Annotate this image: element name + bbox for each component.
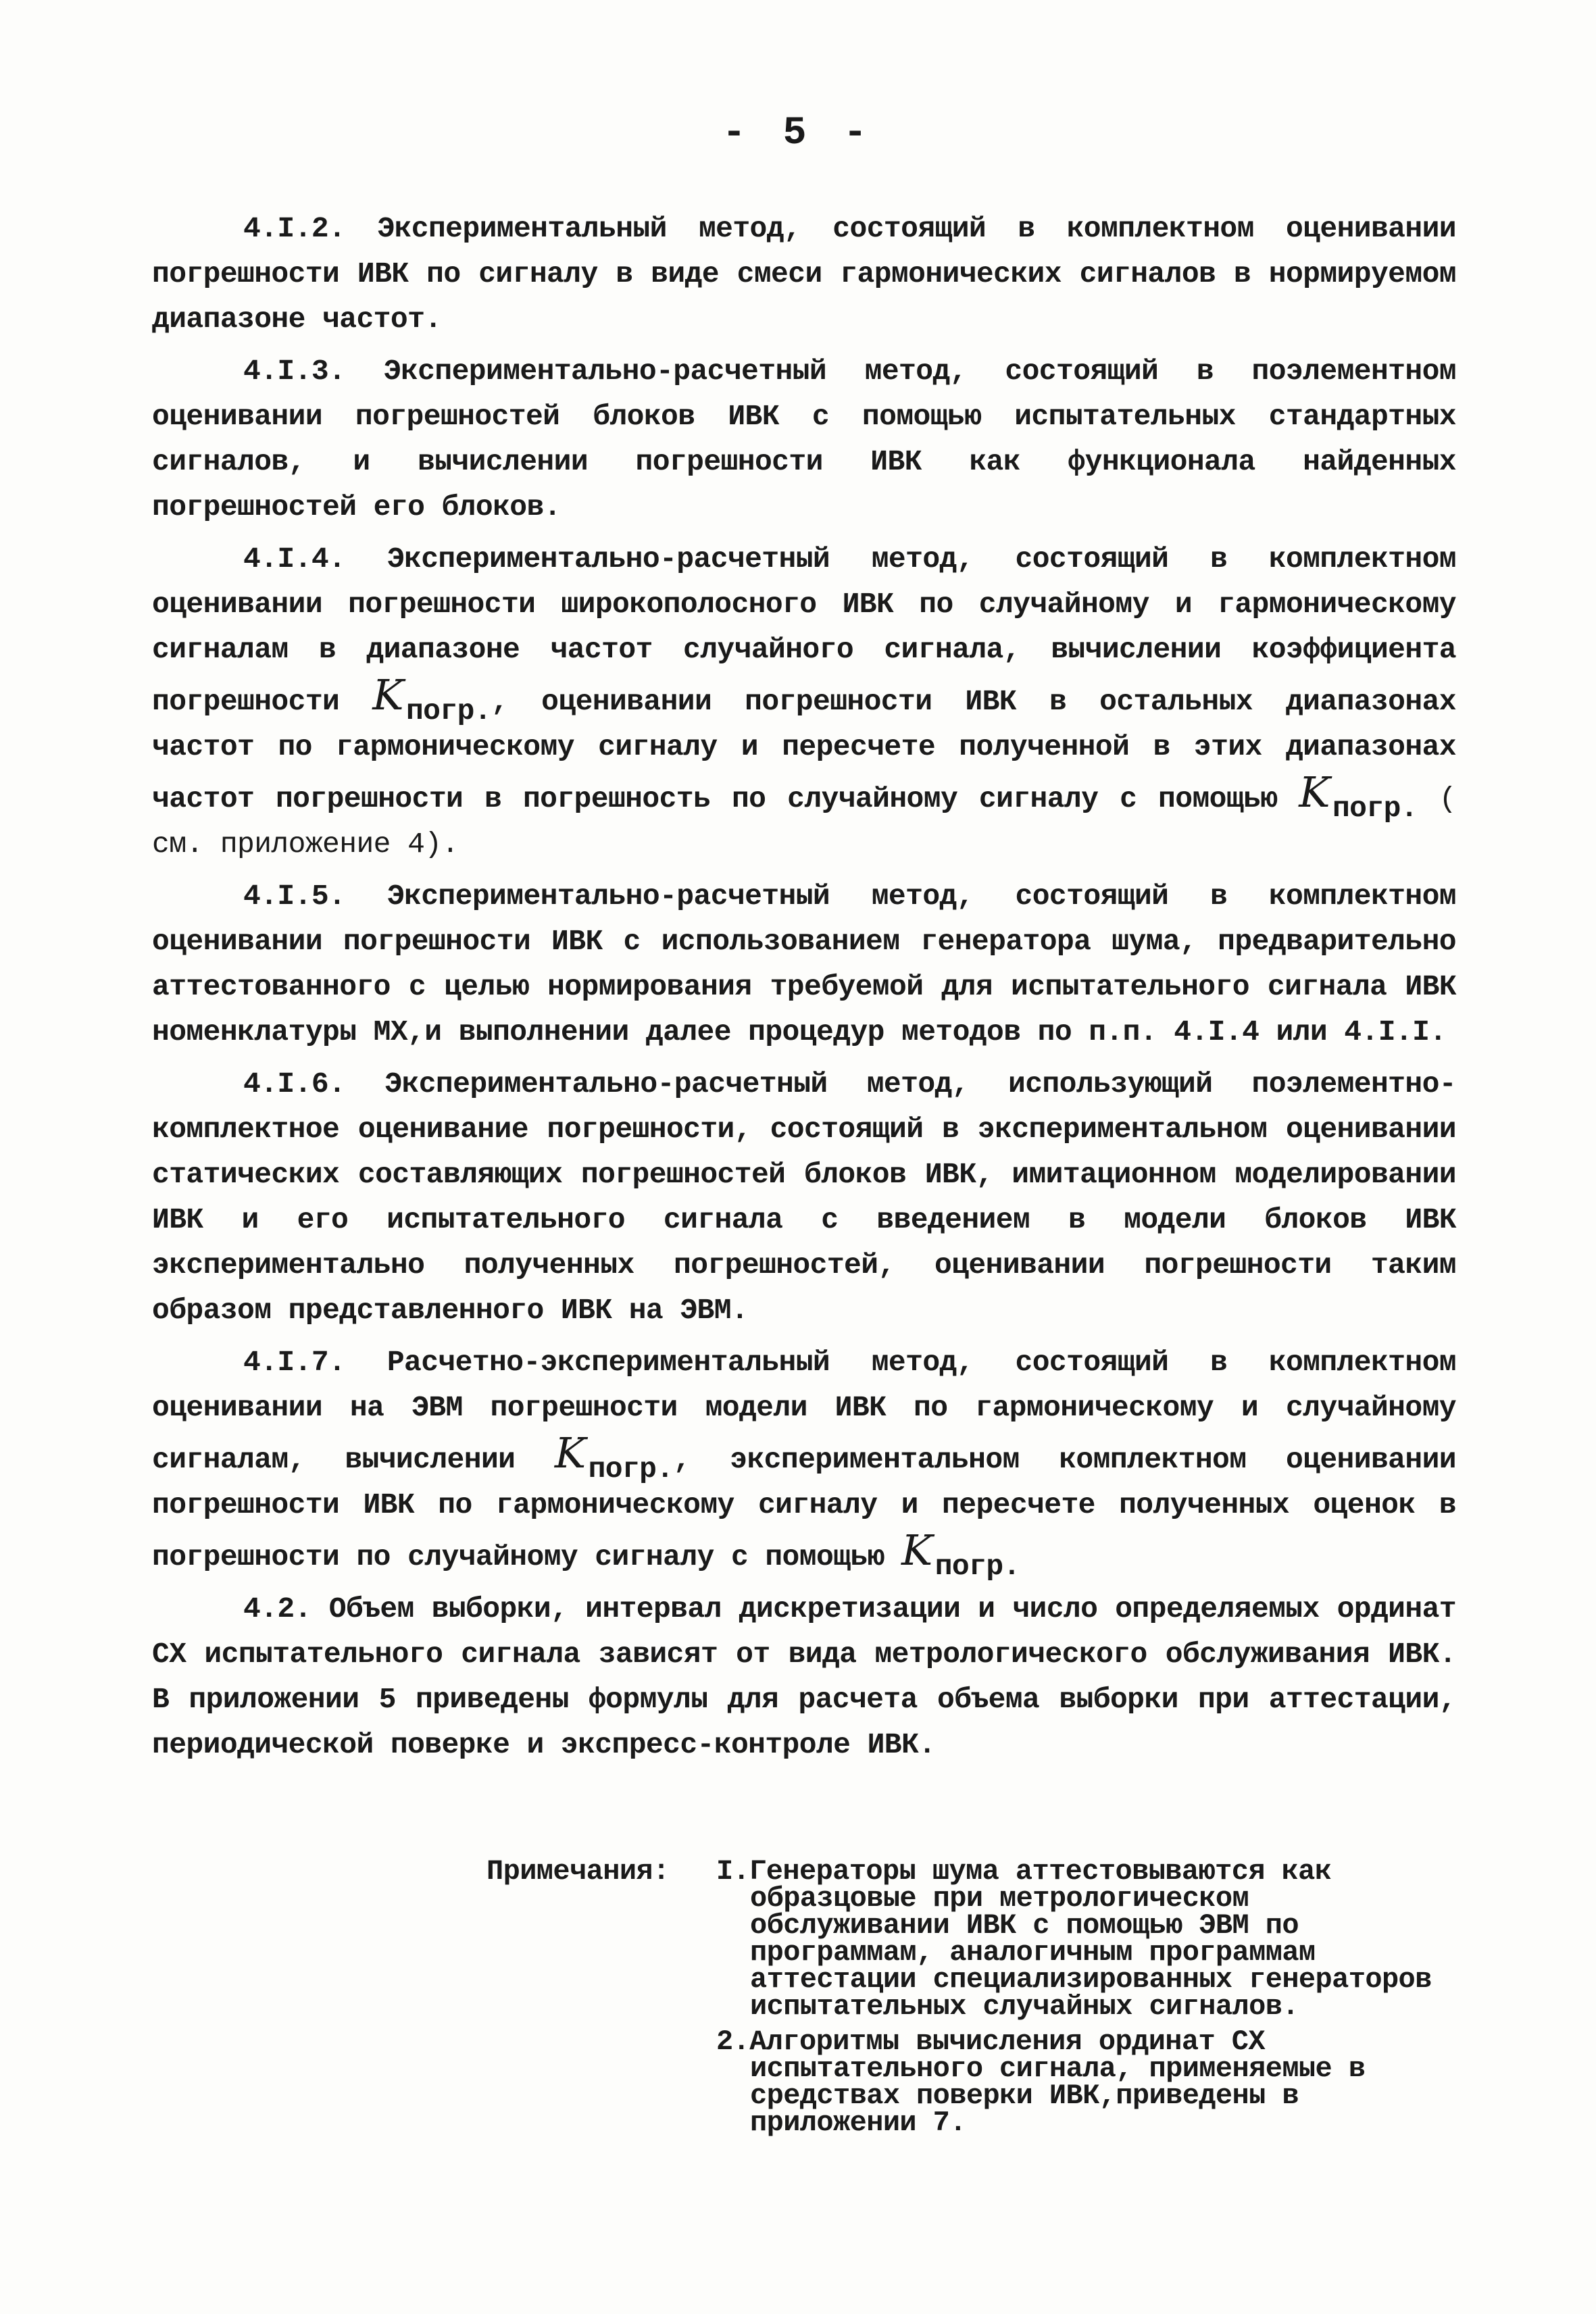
paragraph-4-1-4-part-b: , оценивании погрешности ИВК в остальных диапазонах частот по гармоническому сигналу и пересчете полученной в этих диапазонах частот погрешности в погрешность по случайному сигналу с помощью	[152, 685, 1456, 815]
paragraph-4-2: 4.2. Объем выборки, интервал дискретизации и число определяемых ординат СХ испытательного сигнала зависят от вида метрологического обслуживания ИВК. В приложении 5 приведены формулы для расчета объема выборки при аттестации, периодической поверке и экспресс-контроле ИВК.	[152, 1592, 1456, 1761]
paragraph-4-1-3: 4.I.3. Экспериментально-расчетный метод, состоящий в поэлементном оценивании погрешностей блоков ИВК с помощью испытательных стандартных сигналов, и вычислении погрешности ИВК как функционала найденных погрешностей его блоков.	[152, 355, 1456, 524]
page-number: - 5 -	[722, 111, 874, 155]
paragraph-4-1-5: 4.I.5. Экспериментально-расчетный метод, состоящий в комплектном оценивании погрешности ИВК с использованием генератора шума, предварительно аттестованного с целью нормирования требуемой для испытательного сигнала ИВК номенклатуры МХ,и выполнении далее процедур методов по п.п. 4.I.4 или 4.I.I.	[152, 880, 1456, 1049]
note-item-2: 2.Алгоритмы вычисления ординат СХ испытательного сигнала, применяемые в средствах поверки ИВК,приведены в приложении 7.	[716, 2026, 1366, 2139]
paragraph-4-1-7-part-b: , экспериментальном комплектном оценивании погрешности ИВК по гармоническому сигналу и пересчете полученных оценок в погрешности по случайному сигналу с помощью	[152, 1443, 1456, 1574]
notes-label: Примечания:	[487, 1855, 670, 1888]
k-coefficient-symbol: K	[1299, 768, 1330, 817]
main-text	[152, 206, 1456, 1774]
paragraph-4-1-4-part-c: ( см. приложение 4).	[152, 782, 1456, 861]
k-coefficient-subscript: погр.	[588, 1453, 674, 1486]
k-coefficient-symbol: K	[901, 1526, 932, 1575]
k-coefficient-subscript: погр.	[1332, 792, 1418, 825]
paragraph-4-1-7-part-a: 4.I.7. Расчетно-экспериментальный метод, состоящий в комплектном оценивании на ЭВМ погрешности модели ИВК по гармоническому и случайному сигналам, вычислении	[152, 1346, 1456, 1476]
paragraph-4-1-4-part-a: 4.I.4. Экспериментально-расчетный метод, состоящий в комплектном оценивании погрешности широкополосного ИВК по случайному и гармоническому сигналам в диапазоне частот случайного сигнала, вычислении коэффициента погрешности	[152, 543, 1456, 718]
k-coefficient-symbol: K	[554, 1428, 586, 1478]
k-coefficient-subscript: погр.	[405, 695, 491, 728]
note-item-1: I.Генераторы шума аттестовываются как образцовые при метрологическом обслуживании ИВК с помощью ЭВМ по программам, аналогичным программам аттестации специализированных генераторов испытательных случайных сигналов.	[716, 1855, 1432, 2023]
k-coefficient-subscript: погр.	[934, 1550, 1020, 1583]
paragraph-4-1-2: 4.I.2. Экспериментальный метод, состоящий в комплектном оценивании погрешности ИВК по сигналу в виде смеси гармонических сигналов в нормируемом диапазоне частот.	[152, 212, 1456, 336]
paragraph-4-1-4	[152, 536, 1456, 867]
paragraph-4-1-7	[152, 1340, 1456, 1583]
paragraph-4-1-6: 4.I.6. Экспериментально-расчетный метод, использующий поэлементно-комплектное оценивание погрешности, состоящий в экспериментальном оценивании статических составляющих погрешностей блоков ИВК, имитационном моделировании ИВК и его испытательного сигнала с введением в модели блоков ИВК экспериментально полученных погрешностей, оценивании погрешности таким образом представленного ИВК на ЭВМ.	[152, 1067, 1456, 1327]
k-coefficient-symbol: K	[372, 670, 403, 720]
notes-list	[716, 1855, 1460, 2144]
